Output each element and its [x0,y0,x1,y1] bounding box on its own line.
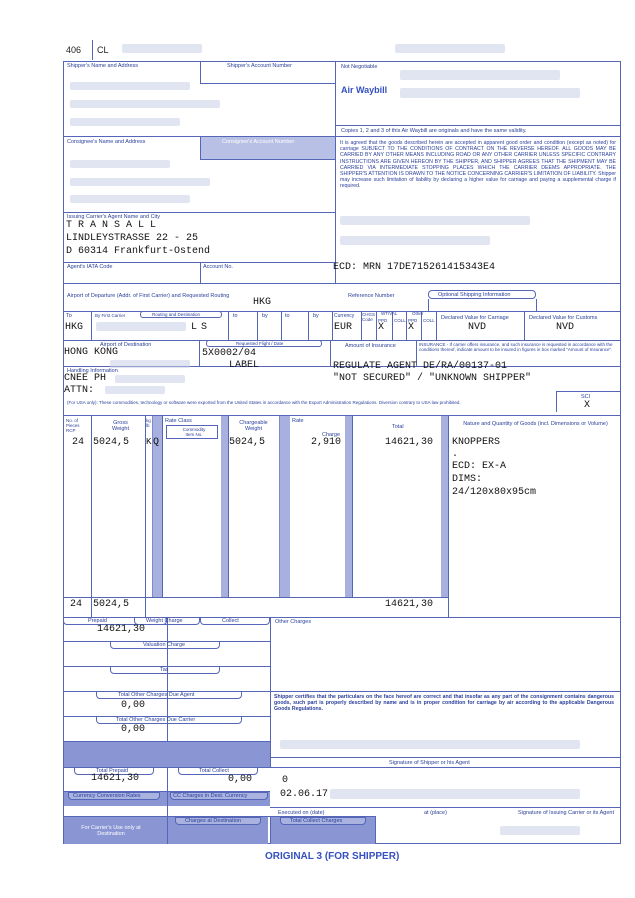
routing-by: LS [191,322,212,333]
carrier-use-label: For Carrier's Use only at Destination [81,825,141,837]
flight-value: 5X0002/04 [202,348,257,359]
chargeable-weight-label: Chargeable Weight [239,420,268,432]
coll-label: COLL [394,318,406,323]
to-label: To [66,313,72,319]
handling-attn: ATTN: [64,385,95,396]
totals-total: 14621,30 [385,599,434,610]
handling-label: Handling Information [67,368,118,374]
goods-rate-class: Q [153,437,160,448]
goods-gross-weight: 5024,5 [93,437,130,448]
to2-label: to [233,313,238,319]
ecd-mrn: ECD: MRN 17DE715261415343E4 [333,262,496,273]
signature-shipper-label: Signature of Shipper or his Agent [389,760,470,766]
collect-label: Collect [222,618,239,624]
optional-shipping-label: Optional Shipping Information [438,292,511,298]
conditions-text: It is agreed that the goods described herein are accepted in apparent good order and condition (except as noted) for carriage SUBJECT TO THE CONDITIONS OF CONTRACT ON THE REVERSE HEREOF. ALL GOODS MAY BE CARRIED BY ANY OTHER MEANS INCLUDING ROAD OR ANY OTHER CARRIER UNLESS SPECIFIC CONTRARY INSTRUCTIONS ARE GIVEN HEREON BY THE SHIPPER, AND SHIPPER AGREES THAT THE SHIPMENT MAY BE CARRIED VIA INTERMEDIATE STOPPING PLACES WHICH THE CARRIER DEEMS APPROPRIATE. THE SHIPPER'S ATTENTION IS DRAWN TO THE NOTICE CONCERNING CARRIER'S LIMITATION OF LIABILITY. Shipper may increase such limitation of liability by declaring a higher value for carriage and paying a supplemental charge if required. [340,140,616,190]
not-negotiable: Not Negotiable [341,64,378,70]
sci-label: SCI [581,394,591,400]
currency-conversion-label: Currency Conversion Rates [73,793,141,799]
account-no-label: Account No. [203,264,233,270]
departure-code: HKG [253,297,272,308]
totals-gross-weight: 5024,5 [93,599,130,610]
agent-iata-label: Agent's IATA Code [67,264,113,270]
other-carrier-value: 0,00 [121,724,146,735]
routing-currency: EUR [334,322,353,333]
total-collect-charges-label: Total Collect Charges [290,818,343,824]
goods-total: 14621,30 [385,437,434,448]
handling-cnee: CNEE PH [64,373,107,384]
consignee-account-label: Consignee's Account Number [222,139,295,145]
agent-line2: LINDLEYSTRASSE 22 - 25 [66,233,199,244]
handling-label-text: LABEL [229,360,260,371]
executed-prefix: 0 [282,775,289,786]
awb-cl: CL [97,45,109,55]
insurance-amount-label: Amount of Insurance [345,343,396,349]
agent-line3: D 60314 Frankfurt-Ostend [66,246,211,257]
total-other-carrier-label: Total Other Charges Due Carrier [116,717,196,723]
agent-name-label: Issuing Carrier's Agent Name and City [67,214,161,220]
shipper-certification: Shipper certifies that the particulars on the face hereof are correct and that insofar as any part of the consignment contains dangerous goods, such part is properly described by name and is in proper condition for carriage by air according to the applicable Dangerous Goods Regulations. [274,694,614,713]
routing-wt-ppd: X [378,322,385,333]
total-collect-value: 0,00 [228,774,253,785]
total-label: Total [392,424,404,430]
reference-label: Reference Number [348,293,395,299]
chgs-code-label: CHGS Code [362,312,376,322]
handling-regulated: REGULATE AGENT DE/RA/00137-01 [333,361,508,372]
executed-date: 02.06.17 [280,789,329,800]
declared-carriage-value: NVD [468,322,487,333]
sci-value: X [584,400,591,411]
charges-destination-label: Charges at Destination [185,818,241,824]
declared-customs-label: Declared Value for Customs [529,315,598,321]
routing-to: HKG [65,322,84,333]
goods-pieces: 24 [72,437,85,448]
shipper-name-label: Shipper's Name and Address [67,63,139,69]
at-place-label: at (place) [424,810,447,816]
currency-label: Currency [334,313,355,319]
total-other-agent-label: Total Other Charges Due Agent [118,692,195,698]
agent-line1: T R A N S A L L [66,220,157,231]
total-collect-label: Total Collect [199,768,229,774]
consignee-name-label: Consignee's Name and Address [67,139,146,145]
weight-charge-label: Weight Charge [146,618,183,624]
copies-note: Copies 1, 2 and 3 of this Air Waybill are originals and have the same validity. [341,128,527,134]
total-prepaid-label: Total Prepaid [96,768,129,774]
nature-line1: KNOPPERS [452,437,501,448]
other-label: Other [412,311,424,316]
by2-label: by [262,313,268,319]
pieces-label: No. of Pieces RCP [66,418,80,433]
rate-label: Rate [292,418,304,424]
nature-label: Nature and Quantity of Goods (incl. Dimensions or Volume) [463,421,608,427]
to3-label: to [285,313,290,319]
shipper-account-label: Shipper's Account Number [227,63,292,69]
totals-pieces: 24 [70,599,83,610]
nature-line5: 24/120x80x95cm [452,487,537,498]
routing-destination-label: Routing and Destination [152,312,201,317]
goods-unit: K [146,437,152,447]
tax-label: Tax [160,667,169,673]
awb-prefix: 406 [66,45,82,55]
handling-not-secured: "NOT SECURED" / "UNKNOWN SHIPPER" [333,373,532,384]
air-waybill-title: Air Waybill [341,85,388,95]
other-coll-label: COLL [423,318,435,323]
commodity-label: Commodity Item No. [182,427,206,437]
nature-line2: . [452,449,459,460]
rate-class-label: Rate Class [165,418,192,424]
insurance-note: INSURANCE - If carrier offers insurance, and such insurance is requested in accordance with the conditions thereof, indicate amount to be insured in figures in box marked "Amount of Insurance". [419,342,613,352]
other-agent-value: 0,00 [121,700,146,711]
executed-on-label: Executed on (date) [278,810,325,816]
requested-flight-label: Requested Flight / Date [236,341,284,346]
ppd-label: PPD [378,318,388,323]
other-ppd-label: PPD [408,318,418,323]
by-first-carrier-label: By First Carrier [95,313,126,318]
usa-note: (For USA only): These commodities, technology or software were exported from the United States in accordance with the Export Administration Regulations. Diversion contrary to USA law prohibited. [67,400,461,405]
departure-label: Airport of Departure (Addr. of First Carrier) and Requested Routing [67,293,230,299]
declared-carriage-label: Declared Value for Carriage [441,315,509,321]
gross-weight-label: Gross Weight [111,420,130,432]
prepaid-label: Prepaid [88,618,107,624]
other-charges-label: Other Charges [275,619,312,625]
footer-original: ORIGINAL 3 (FOR SHIPPER) [265,851,400,862]
total-prepaid-value: 14621,30 [91,773,140,784]
weight-prepaid-value: 14621,30 [97,624,146,635]
signature-carrier-label: Signature of Issuing Carrier or its Agent [518,810,614,816]
charge-label: Charge [322,432,341,438]
declared-customs-value: NVD [556,322,575,333]
destination-label: Airport of Destination [100,342,152,348]
goods-rate: 2,910 [311,437,342,448]
by3-label: by [313,313,319,319]
goods-chargeable-weight: 5024,5 [229,437,266,448]
valuation-charge-label: Valuation Charge [143,642,186,648]
destination-value: HONG KONG [64,347,119,358]
routing-other-ppd: X [408,322,415,333]
nature-line3: ECD: EX-A [452,461,507,472]
cc-charges-label: CC Charges in Dest. Currency [173,793,248,799]
nature-line4: DIMS: [452,474,483,485]
wt-val-label: WT/VAL [381,311,398,316]
kg-lb-label: kg lb [146,418,151,428]
